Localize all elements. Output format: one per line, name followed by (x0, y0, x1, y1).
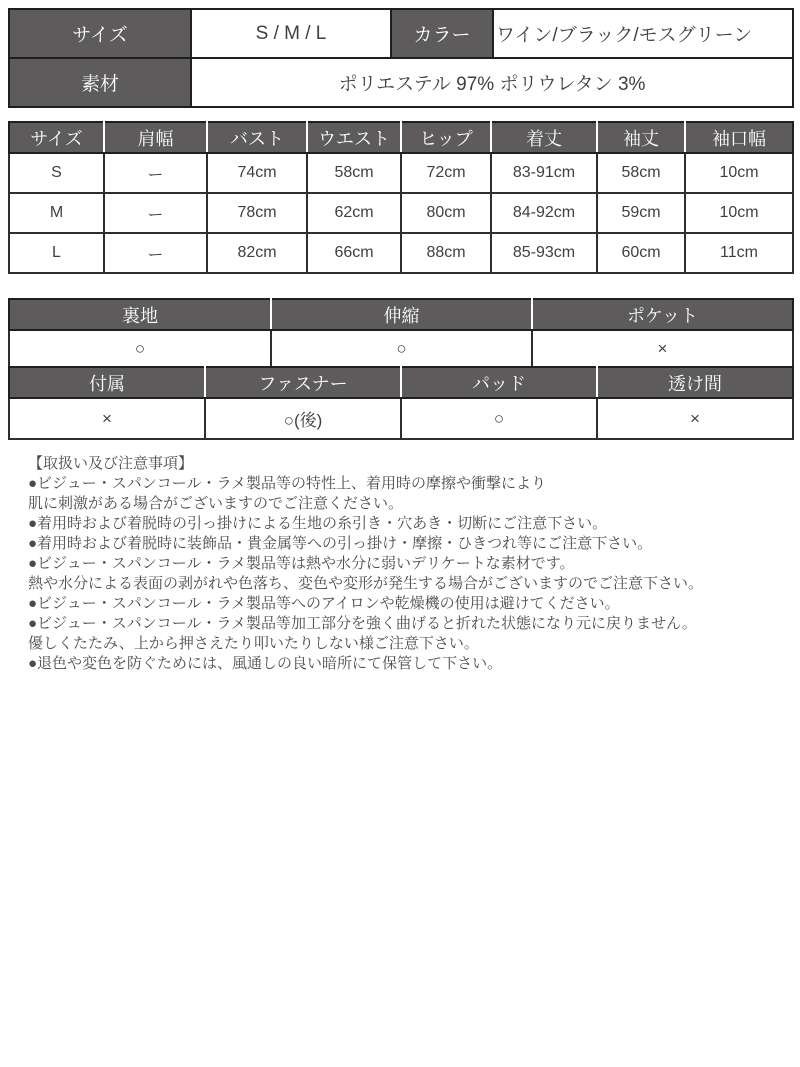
cell: 11cm (685, 233, 793, 273)
cell: M (9, 193, 104, 233)
size-label: サイズ (9, 9, 191, 58)
cell: 80cm (401, 193, 491, 233)
info-row-material (9, 58, 793, 107)
sheer-value: × (597, 398, 793, 439)
cell: 84-92cm (491, 193, 597, 233)
cell: 72cm (401, 153, 491, 193)
cell: 58cm (597, 153, 685, 193)
cell: 10cm (685, 193, 793, 233)
cell: 78cm (207, 193, 307, 233)
info-row-size-color (9, 9, 793, 58)
size-value: S / M / L (191, 9, 391, 58)
pocket-value: × (532, 330, 793, 367)
spec-table-lining-stretch-pocket (8, 298, 794, 368)
col-header-hip: ヒップ (401, 122, 491, 153)
cell: 60cm (597, 233, 685, 273)
size-chart-row-s (9, 153, 793, 193)
accessory-label: 付属 (9, 367, 205, 398)
cell: 83-91cm (491, 153, 597, 193)
note-line: 肌に刺激がある場合がございますのでご注意ください。 (28, 495, 404, 512)
fastener-label: ファスナー (205, 367, 401, 398)
spec-a-header-row (9, 299, 793, 330)
lining-value: ○ (9, 330, 271, 367)
cell: 58cm (307, 153, 401, 193)
lining-label: 裏地 (9, 299, 271, 330)
cell: 82cm (207, 233, 307, 273)
stretch-value: ○ (271, 330, 532, 367)
cell: L (9, 233, 104, 273)
cell: ー (104, 193, 207, 233)
info-table (8, 8, 794, 108)
note-line: ●退色や変色を防ぐためには、風通しの良い暗所にて保管して下さい。 (28, 655, 503, 672)
color-label: カラー (391, 9, 493, 58)
cell: 10cm (685, 153, 793, 193)
cell: 59cm (597, 193, 685, 233)
note-line: ●ビジュー・スパンコール・ラメ製品等加工部分を強く曲げると折れた状態になり元に戻りません。 (28, 615, 697, 632)
note-line: 優しくたたみ、上から押さえたり叩いたりしない様ご注意下さい。 (28, 635, 479, 652)
cell: 88cm (401, 233, 491, 273)
material-value: ポリエステル 97% ポリウレタン 3% (191, 58, 793, 107)
note-line: ●ビジュー・スパンコール・ラメ製品等は熱や水分に弱いデリケートな素材です。 (28, 555, 575, 572)
col-header-size: サイズ (9, 122, 104, 153)
note-line: ●着用時および着脱時の引っ掛けによる生地の糸引き・穴あき・切断にご注意下さい。 (28, 515, 608, 532)
pad-value: ○ (401, 398, 597, 439)
note-line: ●ビジュー・スパンコール・ラメ製品等の特性上、着用時の摩擦や衝撃により (28, 475, 547, 492)
col-header-cuff: 袖口幅 (685, 122, 793, 153)
accessory-value: × (9, 398, 205, 439)
col-header-length: 着丈 (491, 122, 597, 153)
note-line: 熱や水分による表面の剥がれや色落ち、変色や変形が発生する場合がございますのでご注意下さい。 (28, 575, 704, 592)
size-chart-row-l (9, 233, 793, 273)
cell: 62cm (307, 193, 401, 233)
col-header-waist: ウエスト (307, 122, 401, 153)
care-notes (28, 454, 792, 674)
cell: ー (104, 153, 207, 193)
spec-b-header-row (9, 367, 793, 398)
size-chart-table (8, 121, 794, 274)
color-value: ワイン/ブラック/モスグリーン (493, 9, 793, 58)
cell: 74cm (207, 153, 307, 193)
note-line: ●ビジュー・スパンコール・ラメ製品等へのアイロンや乾燥機の使用は避けてください。 (28, 595, 620, 612)
stretch-label: 伸縮 (271, 299, 532, 330)
spec-b-value-row (9, 398, 793, 439)
cell: 85-93cm (491, 233, 597, 273)
size-chart-header-row (9, 122, 793, 153)
fastener-value: ○(後) (205, 398, 401, 439)
sheer-label: 透け間 (597, 367, 793, 398)
pad-label: パッド (401, 367, 597, 398)
cell: 66cm (307, 233, 401, 273)
cell: ー (104, 233, 207, 273)
material-label: 素材 (9, 58, 191, 107)
cell: S (9, 153, 104, 193)
col-header-shoulder: 肩幅 (104, 122, 207, 153)
pocket-label: ポケット (532, 299, 793, 330)
col-header-sleeve: 袖丈 (597, 122, 685, 153)
col-header-bust: バスト (207, 122, 307, 153)
care-notes-title: 【取扱い及び注意事項】 (28, 455, 194, 472)
spec-table-accessory-fastener-pad-sheer (8, 366, 794, 440)
size-chart-row-m (9, 193, 793, 233)
note-line: ●着用時および着脱時に装飾品・貴金属等への引っ掛け・摩擦・ひきつれ等にご注意下さい。 (28, 535, 653, 552)
spec-a-value-row (9, 330, 793, 367)
